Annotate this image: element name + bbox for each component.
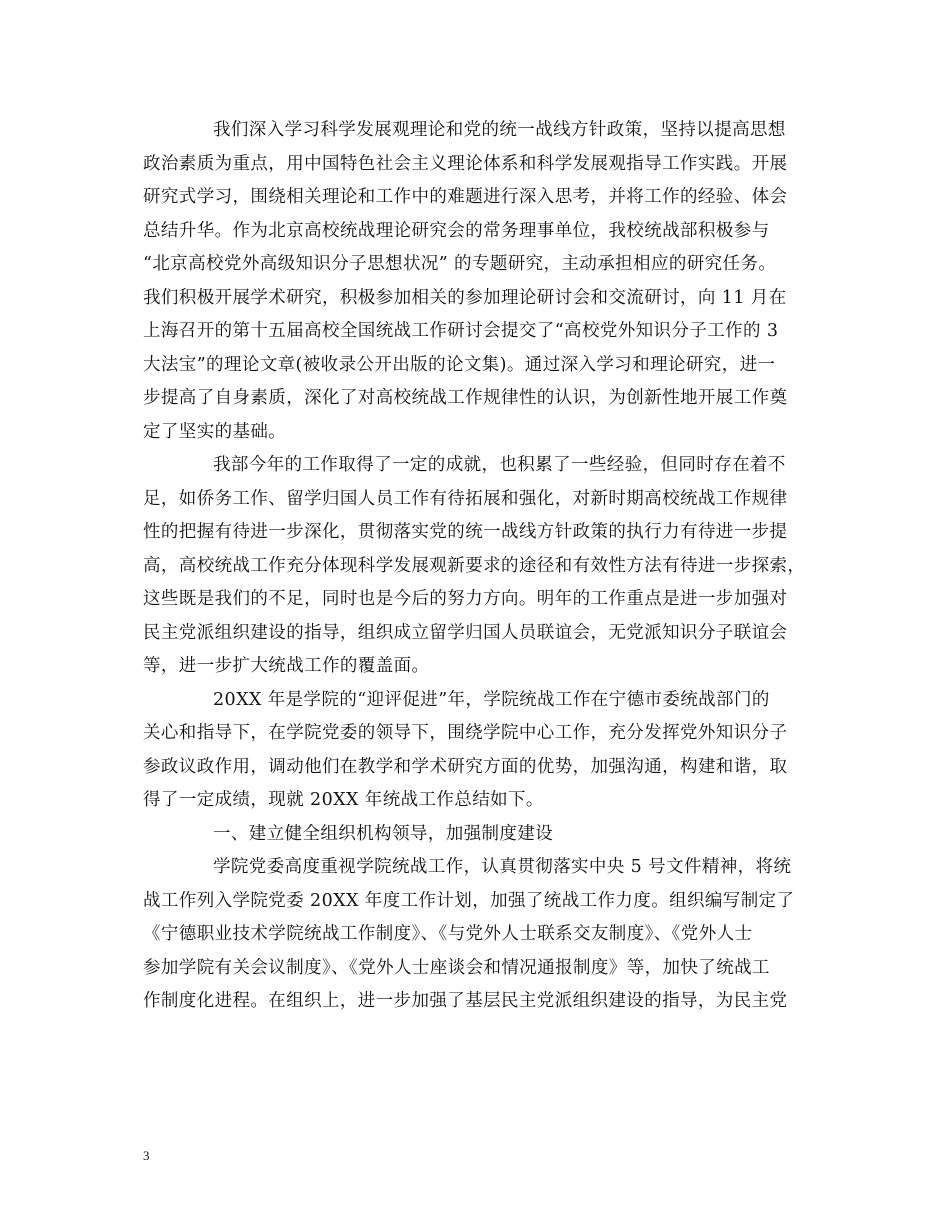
text-line: 高，高校统战工作充分体现科学发展观新要求的途径和有效性方法有待进一步探索， — [143, 555, 806, 576]
text-line: 我们深入学习科学发展观理论和党的统一战线方针政策，坚持以提高思想 — [213, 120, 786, 140]
paragraph-annual-summary — [143, 684, 815, 818]
text-line: “北京高校党外高级知识分子思想状况” 的专题研究，主动承担相应的研究任务。 — [143, 254, 777, 274]
text-line: 20XX 年是学院的“迎评促进”年，学院统战工作在宁德市委统战部门的 — [213, 689, 770, 710]
text-line: 研究式学习，围绕相关理论和工作中的难题进行深入思考，并将工作的经验、体会 — [143, 187, 788, 207]
text-line: 步提高了自身素质，深化了对高校统战工作规律性的认识，为创新性地开展工作奠 — [143, 388, 788, 408]
text-line: 这些既是我们的不足，同时也是今后的努力方向。明年的工作重点是进一步加强对 — [143, 589, 788, 609]
text-line: 足，如侨务工作、留学归国人员工作有待拓展和强化，对新时期高校统战工作规律 — [143, 488, 788, 509]
page-number: 3 — [143, 1148, 150, 1163]
text-line: 性的把握有待进一步深化，贯彻落实党的统一战线方针政策的执行力有待进一步提 — [143, 522, 788, 542]
text-line: 参政议政作用，调动他们在教学和学术研究方面的优势，加强沟通，构建和谐，取 — [143, 756, 788, 777]
paragraph-shortcomings — [143, 449, 815, 684]
document-body — [143, 114, 815, 1019]
paragraph-study — [143, 114, 815, 449]
text-line: 战工作列入学院党委 20XX 年度工作计划，加强了统战工作力度。组织编写制定了 — [143, 890, 795, 911]
text-line: 我部今年的工作取得了一定的成就，也积累了一些经验，但同时存在着不 — [213, 455, 786, 475]
text-line: 得了一定成绩，现就 20XX 年统战工作总结如下。 — [143, 790, 544, 810]
text-line: 参加学院有关会议制度》、《党外人士座谈会和情况通报制度》等，加快了统战工 — [143, 957, 770, 978]
text-line: 作制度化进程。在组织上，进一步加强了基层民主党派组织建设的指导，为民主党 — [143, 991, 788, 1011]
text-line: 关心和指导下，在学院党委的领导下，围绕学院中心工作，充分发挥党外知识分子 — [143, 723, 788, 743]
text-line: 学院党委高度重视学院统战工作，认真贯彻落实中央 5 号文件精神，将统 — [213, 857, 792, 877]
text-line: 《宁德职业技术学院统战工作制度》、《与党外人士联系交友制度》、《党外人士 — [143, 924, 753, 944]
text-line: 我们积极开展学术研究，积极参加相关的参加理论研讨会和交流研讨，向 11 月在 — [143, 287, 787, 308]
text-line: 定了坚实的基础。 — [143, 421, 287, 442]
text-line: 总结升华。作为北京高校统战理论研究会的常务理事单位，我校统战部积极参与 — [143, 220, 770, 241]
section-heading — [143, 818, 815, 852]
text-line: 大法宝”的理论文章(被收录公开出版的论文集)。通过深入学习和理论研究，进一 — [143, 354, 776, 375]
text-line: 政治素质为重点，用中国特色社会主义理论体系和科学发展观指导工作实践。开展 — [143, 153, 788, 174]
paragraph-organization — [143, 851, 815, 1019]
text-line: 民主党派组织建设的指导，组织成立留学归国人员联谊会，无党派知识分子联谊会 — [143, 622, 788, 643]
text-line: 等，进一步扩大统战工作的覆盖面。 — [143, 656, 430, 676]
text-line: 上海召开的第十五届高校全国统战工作研讨会提交了“高校党外知识分子工作的 3 — [143, 321, 779, 341]
section-heading-text: 一、建立健全组织机构领导，加强制度建设 — [213, 823, 554, 844]
